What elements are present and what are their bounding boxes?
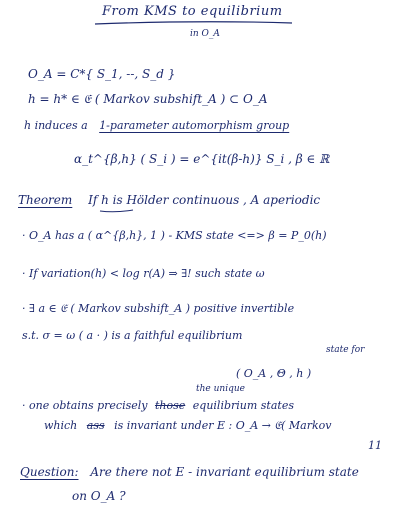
automorphism-group-phrase: 1-parameter automorphism group (99, 119, 290, 132)
insertion-the-unique: the unique (196, 384, 245, 394)
induces-prefix: h induces a (24, 119, 88, 132)
line-cuntz-algebra: O_A = C*{ S_1, --, S_d } (28, 67, 176, 81)
invariant-suffix: is invariant under E : O_A → 𝔈( Markov (114, 419, 332, 432)
question-text: Are there not E - invariant equilibrium state (90, 465, 359, 479)
theorem-item-state-for: state for (326, 345, 365, 355)
theorem-item-exists-a: · ∃ a ∈ 𝔈 ( Markov subshift_A ) positive invertible (22, 302, 295, 315)
theorem-item-uniqueness: · If variation(h) < log r(A) ⇒ ∃! such state ω (22, 267, 265, 280)
precisely-suffix: equilibrium states (192, 399, 294, 412)
theorem-item-faithful: s.t. σ = ω ( a · ) is a faithful equilibrium (22, 329, 243, 342)
page-number: 11 (368, 439, 382, 452)
question-end: on O_A ? (72, 489, 126, 503)
theorem-underline-stroke (100, 210, 133, 212)
page-title: From KMS to equilibrium (102, 4, 283, 19)
struck-those: those (154, 399, 186, 412)
theorem-text: If h is Hölder continuous , A aperiodic (88, 193, 321, 207)
precisely-prefix: · one obtains precisely (22, 399, 148, 412)
line-h-in-diagonal: h = h* ∈ 𝔈 ( Markov subshift_A ) ⊂ O_A (28, 92, 268, 106)
theorem-label: Theorem (18, 193, 73, 207)
theorem-item-triple: ( O_A , Θ , h ) (236, 367, 312, 380)
theorem-item-kms: · O_A has a ( α^{β,h}, 1 ) - KMS state <=> β = P_0(h) (22, 229, 327, 242)
question-label: Question: (20, 465, 79, 479)
which-prefix: which (44, 419, 78, 432)
line-automorphism-formula: α_t^{β,h} ( S_i ) = e^{it(β-h)} S_i , β ∈ ℝ (74, 152, 330, 166)
title-underline (95, 22, 292, 24)
subtitle: in O_A (190, 29, 220, 39)
struck-word: ass (86, 419, 105, 432)
